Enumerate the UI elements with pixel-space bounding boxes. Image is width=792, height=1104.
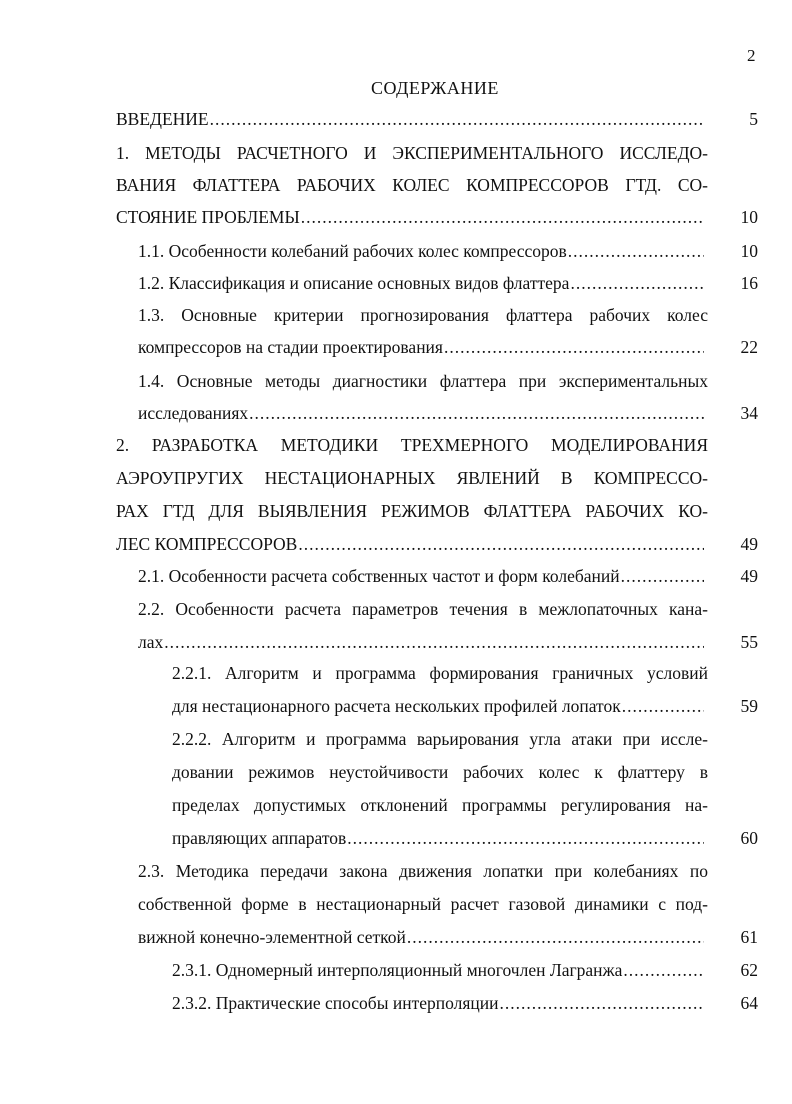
toc-entry-label: 2.3.2. Практические способы интерполяции: [172, 993, 499, 1013]
toc-entry-label: для нестационарного расчета нескольких профилей лопаток: [172, 696, 621, 716]
leader-dots: [347, 821, 704, 855]
toc-entry-label: ВАНИЯ ФЛАТТЕРА РАБОЧИХ КОЛЕС КОМПРЕССОРОВ ГТД. СО-: [116, 175, 708, 195]
toc-entry-label: вижной конечно-элементной сеткой: [138, 927, 406, 947]
toc-entry-label: 2.3. Методика передачи закона движения лопатки при колебаниях по: [138, 861, 708, 881]
toc-entry-page: 16: [740, 273, 758, 293]
toc-entry-page: 22: [740, 337, 758, 357]
leader-dots: [621, 559, 704, 593]
leader-dots: [500, 986, 704, 1020]
leader-dots: [623, 953, 704, 987]
toc-entry-page: 5: [749, 109, 758, 129]
page-title: СОДЕРЖАНИЕ: [371, 78, 499, 98]
toc-entry-page: 34: [740, 403, 758, 423]
toc-entry-label: 2. РАЗРАБОТКА МЕТОДИКИ ТРЕХМЕРНОГО МОДЕЛИРОВАНИЯ: [116, 435, 708, 455]
toc-entry-label: 1. МЕТОДЫ РАСЧЕТНОГО И ЭКСПЕРИМЕНТАЛЬНОГО ИССЛЕДО-: [116, 143, 708, 163]
leader-dots: [298, 527, 704, 561]
toc-entry-label: 2.2.1. Алгоритм и программа формирования граничных условий: [172, 663, 708, 683]
toc-entry-label: собственной форме в нестационарный расчет газовой динамики с под-: [138, 894, 708, 914]
toc-entry-label: 2.3.1. Одномерный интерполяционный многочлен Лагранжа: [172, 960, 623, 980]
leader-dots: [164, 625, 704, 659]
toc-entry-label: 1.4. Основные методы диагностики флаттера при экспериментальных: [138, 371, 708, 391]
leader-dots: [407, 920, 704, 954]
toc-entry-label: 1.1. Особенности колебаний рабочих колес компрессоров: [138, 241, 567, 261]
toc-entry-label: ЛЕС КОМПРЕССОРОВ: [116, 534, 298, 554]
toc-entry-page: 62: [740, 960, 758, 980]
toc-entry-label: 1.2. Классификация и описание основных видов флаттера: [138, 273, 570, 293]
leader-dots: [301, 200, 704, 234]
toc-entry-label: довании режимов неустойчивости рабочих колес к флаттеру в: [172, 762, 708, 782]
toc-entry-label: лах: [138, 632, 164, 652]
toc-entry-page: 10: [740, 241, 758, 261]
toc-entry-label: правляющих аппаратов: [172, 828, 347, 848]
toc-entry-page: 59: [740, 696, 758, 716]
toc-entry-page: 49: [740, 534, 758, 554]
toc-entry-label: ВВЕДЕНИЕ: [116, 109, 209, 129]
toc-entry-label: 2.2.2. Алгоритм и программа варьирования угла атаки при иссле-: [172, 729, 708, 749]
toc-entry-page: 55: [740, 632, 758, 652]
toc-entry-label: СТОЯНИЕ ПРОБЛЕМЫ: [116, 207, 300, 227]
leader-dots: [570, 266, 704, 300]
toc-entry-label: 2.2. Особенности расчета параметров течения в межлопаточных кана-: [138, 599, 708, 619]
toc-entry-label: АЭРОУПРУГИХ НЕСТАЦИОНАРНЫХ ЯВЛЕНИЙ В КОМПРЕССО-: [116, 468, 708, 488]
toc-entry-label: 1.3. Основные критерии прогнозирования флаттера рабочих колес: [138, 305, 708, 325]
toc-entry-label: пределах допустимых отклонений программы регулирования на-: [172, 795, 708, 815]
page-number: 2: [747, 46, 756, 65]
leader-dots: [622, 689, 704, 723]
toc-entry-page: 60: [740, 828, 758, 848]
leader-dots: [444, 330, 704, 364]
toc-entry-label: исследованиях: [138, 403, 249, 423]
toc-entry-label: РАХ ГТД ДЛЯ ВЫЯВЛЕНИЯ РЕЖИМОВ ФЛАТТЕРА РАБОЧИХ КО-: [116, 501, 708, 521]
toc-entry-page: 61: [740, 927, 758, 947]
toc-entry-label: 2.1. Особенности расчета собственных частот и форм колебаний: [138, 566, 620, 586]
toc-entry-page: 49: [740, 566, 758, 586]
toc-entry-page: 10: [740, 207, 758, 227]
leader-dots: [249, 396, 704, 430]
toc-entry-label: компрессоров на стадии проектирования: [138, 337, 443, 357]
leader-dots: [568, 234, 704, 268]
leader-dots: [210, 102, 704, 136]
toc-entry-page: 64: [740, 993, 758, 1013]
